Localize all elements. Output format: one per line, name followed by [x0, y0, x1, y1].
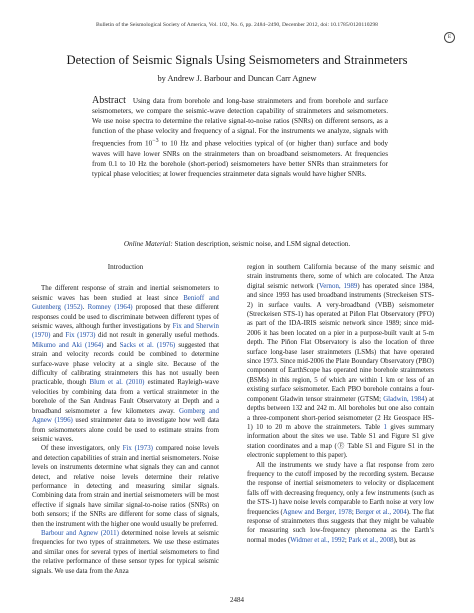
- introduction-heading: Introduction: [107, 263, 144, 271]
- abstract: [92, 96, 388, 179]
- online-material-text: Station description, seismic noise, and LSM signal detection.: [174, 240, 351, 248]
- body-text: All the instruments we study have a flat response from zero frequency to the cutoff imposed by the recording system. Because the response of inertial seismometers to velocity or displacement falls off with decreasing frequency, only a few instruments (such as the STS-1) have noise levels comparable to Earth noise at very low frequencies (: [247, 461, 434, 516]
- electronic-supplement-icon: E: [444, 32, 455, 43]
- page-number: 2484: [230, 596, 244, 604]
- abstract-heading: Abstract: [92, 95, 126, 106]
- body-text: proposed that these different responses could be used to discriminate between different types of seismic waves, although further investigations by: [32, 304, 219, 331]
- right-paragraph-1: [247, 263, 434, 461]
- paper-authors: by Andrew J. Barbour and Duncan Carr Agnew: [157, 74, 317, 83]
- left-paragraph-3: [32, 529, 219, 576]
- body-text: .: [82, 304, 88, 312]
- abstract-text-part1: Using data from borehole and long-base strainmeters and from borehole and surface seismometers, we compare the seismic-wave detection capability of strainmeters and seismometers. We use noise spectra to determine the relative signal-to-noise ratios (SNRs) on different sensors, as a function of the phase velocity and frequency of a signal. For the instruments we analyze, signals with frequencies from 10: [92, 97, 388, 148]
- body-text: ;: [344, 536, 349, 544]
- body-text: region in southern California because of the many seismic and strain instruments there, some of which are colocated. The Anza digital seismic network (: [247, 264, 434, 290]
- right-column: [247, 263, 434, 545]
- body-text: Of these investigators, only: [41, 445, 123, 453]
- running-head: Bulletin of the Seismological Society of America, Vol. 102, No. 6, pp. 2484–2490, December 2012, doi: 10.1785/0120110298: [96, 22, 378, 28]
- online-material: [0, 240, 474, 248]
- left-paragraph-2: [32, 444, 219, 529]
- body-text: compared noise levels and detection capabilities of strain and inertial seismometers. Noise levels on instruments determine what signals they can and cannot detect, and relative noise levels determine their relative performance in detecting and measuring similar signals. Combining data from strain and inertial seismometers will be most effective if signals have similar signal-to-noise ratios (SNRs) on both sensors; if the SNRs are different for some class of signals, then the instrument with the higher one would usually be preferred.: [32, 445, 219, 528]
- citation-link[interactable]: Vernon, 1989: [318, 282, 358, 290]
- right-paragraph-2: [247, 461, 434, 546]
- citation-link[interactable]: Mikumo and Aki (1964): [32, 341, 104, 349]
- body-text: and: [50, 332, 66, 340]
- citation-link[interactable]: 1: [383, 423, 387, 431]
- citation-link[interactable]: Benioff and Gutenberg (1952): [32, 294, 219, 312]
- body-text: The different response of strain and inertial seismometers to seismic waves has been studied at least since: [32, 285, 219, 302]
- citation-link[interactable]: Romney (1964): [87, 304, 133, 312]
- abstract-text-part2: to 10 Hz and phase velocities typical of (or higher than) surface and body waves will have lower SNRs on the strainmeters than on broadband seismometers. At frequencies from 0.1 to 10 Hz the borehole (short-period) seismometers have better SNRs than strainmeters for typical phase velocities; at lower frequencies strainmeter data signals would have higher SNRs.: [92, 139, 388, 179]
- body-text: gives summary information about the sites we use. Table S1 and Figure S1 give station coordinates and a map (Ⓔ Table S1 and Figure S1 in the electronic supplement to this paper).: [247, 423, 435, 460]
- body-text: ). The flat response of strainmeters thus suggests that they might be valuable for measuring such low-frequency phenomena as the Earth’s normal modes (: [247, 508, 435, 544]
- citation-link[interactable]: Gomberg and Agnew (1996): [32, 407, 219, 425]
- body-text: suggested that strain and velocity records could be combined to determine surface-wave phase velocity at a single site. Because of the difficulty of calibrating strainmeters this has not usually been practicable, though: [32, 341, 219, 387]
- citation-link[interactable]: Sacks et al. (1976): [119, 341, 176, 349]
- citation-link[interactable]: Park et al., 2008: [348, 536, 394, 544]
- body-text: and: [103, 341, 120, 349]
- citation-link[interactable]: Gladwin, 1984: [383, 395, 425, 403]
- left-column: [32, 263, 219, 576]
- citation-link[interactable]: Fix and Sherwin (1970): [32, 323, 219, 340]
- body-text: determined noise levels at seismic frequencies for two types of strainmeters. We use these estimates and similar ones for several types of inertial seismometers to find the relative performance of these sensor types for typical seismic signals. We use data from the Anza: [32, 529, 219, 575]
- citation-link[interactable]: Fix (1973): [122, 445, 153, 453]
- body-text: ) has operated since 1984, and since 1993 has used broadband instruments (Streckeisen STS-2) in surface vaults. A very-broadband (VBB) seismometer (Streckeisen STS-1) has operated at Piñon Flat Observatory (PFO) as part of the IDA-IRIS seismic network since 1989; since mid-2006 it has been located on a pier in a purpose-built vault at 5-m depth. The Piñon Flat Observatory is also the location of three surface long-base laser strainmeters (LSMs) that have operated since 1973. Since mid-2006 the Plate Boundary Observatory (PBO) component of EarthScope has operated nine borehole strainmeters (BSMs) in this region, 5 of which are within 1 km or less of an existing surface seismometer. Each PBO borehole contains a four-component Gladwin tensor strainmeter (GTSM;: [247, 282, 434, 403]
- citation-link[interactable]: Agnew and Berger, 1978: [282, 508, 352, 516]
- body-text: ) at depths between 132 and 242 m. All boreholes but one also contain a three-component short-period seismometer (2 Hz Geospace HS-1) 10 to 20 m above the strainmeters. Table: [247, 395, 434, 431]
- citation-link[interactable]: Berger et al., 2004: [355, 508, 407, 516]
- body-text: used strainmeter data to investigate how well data from seismometers alone could be used to estimate strains from seismic waves.: [32, 417, 219, 443]
- body-text: did not result in generally useful methods.: [95, 332, 219, 340]
- citation-link[interactable]: Fix (1973): [65, 332, 96, 340]
- body-text: estimated Rayleigh-wave velocities by combining data from a vertical strainmeter in the borehole of the San Andreas Fault Observatory at Depth and a broadband seismometer a few kilometers away.: [32, 379, 219, 415]
- citation-link[interactable]: Widmer et al., 1992: [290, 536, 345, 544]
- online-material-label: Online Material:: [123, 240, 173, 248]
- left-paragraph-1: [32, 284, 219, 444]
- citation-link[interactable]: Barbour and Agnew (2011): [41, 529, 119, 537]
- body-text: ;: [351, 508, 356, 516]
- paper-title: Detection of Seismic Signals Using Seismometers and Strainmeters: [66, 53, 408, 67]
- abstract-exponent: −3: [152, 138, 159, 145]
- citation-link[interactable]: Blum et al. (2010): [89, 379, 145, 387]
- body-text: ), but as: [393, 536, 416, 544]
